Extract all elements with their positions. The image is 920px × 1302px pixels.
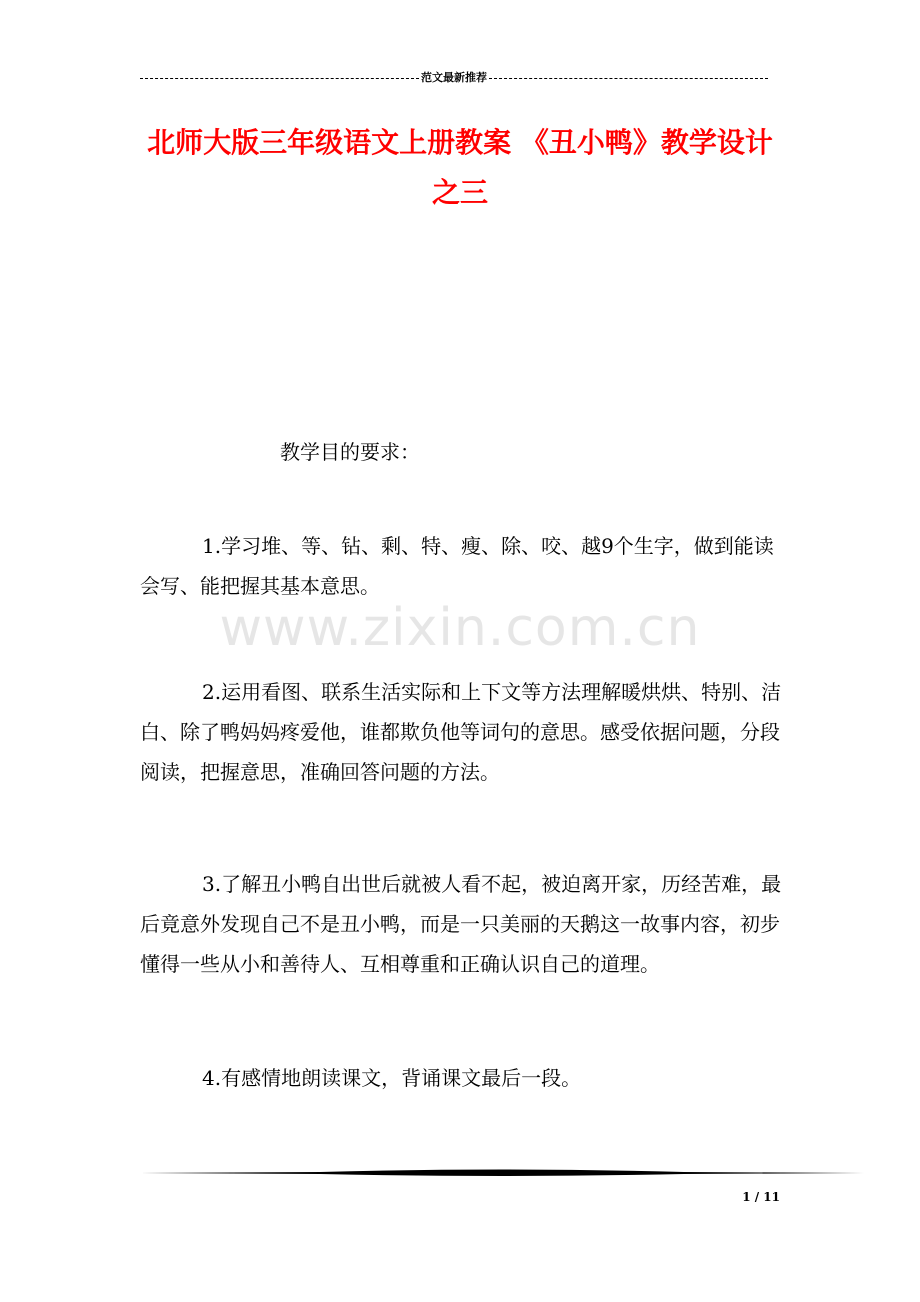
goal-item-1: 1.学习堆、等、钻、剩、特、瘦、除、咬、越9个生字，做到能读会写、能把握其基本意思。 [140,534,774,598]
header-dashes-right [489,78,768,79]
goal-item-2: 2.运用看图、联系生活实际和上下文等方法理解暖烘烘、特别、洁白、除了鸭妈妈疼爱他，谁都欺负他等词句的意思。感受依据问题，分段阅读，把握意思，准确回答问题的方法。 [140,680,782,784]
header-label: 范文最新推荐 [421,71,487,84]
page-number: 1 / 11 [742,1190,780,1204]
header-dashes-left [140,78,419,79]
document-title [140,118,780,218]
title-line-1: 北师大版三年级语文上册教案 《丑小鸭》教学设计 [147,126,773,159]
page-header [140,66,768,88]
goal-heading: 教学目的要求： [280,440,420,464]
footer-rule [140,1166,864,1180]
watermark: www.zixin.com.cn [219,598,701,658]
goal-item-3: 3.了解丑小鸭自出世后就被人看不起，被迫离开家，历经苦难，最后竟意外发现自己不是丑小鸭，而是一只美丽的天鹅这一故事内容，初步懂得一些从小和善待人、互相尊重和正确认识自己的道理。 [140,872,782,976]
title-line-2: 之三 [431,176,488,209]
goal-item-4: 4.有感情地朗读课文，背诵课文最后一段。 [202,1066,582,1090]
